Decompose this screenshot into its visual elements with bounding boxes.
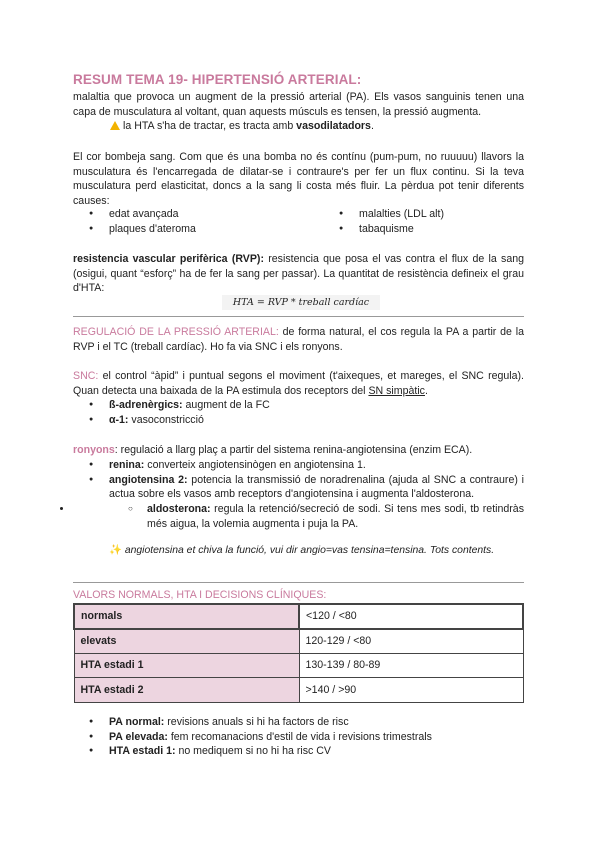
rvp-paragraph: resistencia vascular perifèrica (RVP): resistencia que posa el vas contra el flux de la sang (osigui, quant “esforç” ha de fer la sang per passar). La quantitat de resistència defineix el grau d'HTA: [73,253,524,294]
warning-line: la HTA s'ha de tractar, es tracta amb vasodilatadors. [73,119,524,134]
document-title: RESUM TEMA 19- HIPERTENSIÓ ARTERIAL: [73,72,362,87]
list-item: ● ß-adrenèrgics: augment de la FC [73,398,524,413]
list-item: ● renina: converteix angiotensinògen en angiotensina 1. [73,458,524,473]
list-item: ● α-1: vasoconstricció [73,413,524,428]
table-cell-label: elevats [74,629,299,654]
causes-list [73,207,524,236]
list-item: ○ • aldosterona: regula la retenció/secreció de sodi. Si tens mes sodi, tb retindràs més aigua, la volemia augmenta i puja la PA. [73,502,524,531]
table-cell-value: 120-129 / <80 [299,629,523,654]
regulacio-heading: REGULACIÓ DE LA PRESSIÓ ARTERIAL: [73,326,279,338]
causes-left [73,207,323,236]
rvp-term: resistencia vascular perifèrica (RVP): [73,253,264,265]
table-row [74,653,523,678]
list-item: ● PA elevada: fem recomanacions d'estil de vida i revisions trimestrals [73,730,524,745]
warning-bold: vasodilatadors [296,120,371,132]
ronyons-list [73,458,524,502]
ronyons-paragraph: ronyons: regulació a llarg plaç a partir del sistema renina-angiotensina (enzim ECA). [73,444,473,456]
list-item: ● tabaquisme [323,222,444,237]
list-item: ● angiotensina 2: potencia la transmissió de noradrenalina (ajuda al SNC a contraure) i actua sobre els vasos amb receptors d'angiotensina i augmenta l'aldosterona. [73,473,524,502]
list-item: ● edat avançada [73,207,323,222]
warning-icon [110,121,120,130]
divider [73,582,524,583]
list-item: ● malalties (LDL alt) [323,207,444,222]
list-item: ● HTA estadi 1: no mediquem si no hi ha risc CV [73,744,524,759]
table-row [74,604,523,629]
snc-term: SNC: [73,370,99,382]
list-item: ● PA normal: revisions anuals si hi ha factors de risc [73,715,524,730]
table-cell-value: <120 / <80 [299,604,523,629]
causes-right [323,207,444,236]
table-cell-label: HTA estadi 1 [74,653,299,678]
snc-paragraph: SNC: el control “àpid” i puntual segons el moviment (t'aixeques, et mareges, el SNC regula). Quan detecta una baixada de la PA estimula dos receptors del SN simpàtic. [73,370,524,397]
sn-simpatic-link: SN simpàtic [368,384,425,397]
sparkles-icon: ✨ [109,545,122,556]
aldosterona-list [73,502,524,531]
warning-text: la HTA s'ha de tractar, es tracta amb [123,120,297,132]
table-row [74,678,523,703]
list-item: ● plaques d'ateroma [73,222,323,237]
values-table [73,603,524,703]
decisions-list [73,715,524,759]
intro-paragraph: malaltia que provoca un augment de la pressió arterial (PA). Els vasos sanguinis tenen una capa de musculatura al voltant, quan aquests músculs es tensen, la pressió augmenta. [73,91,524,118]
note-line: ✨ angiotensina et chiva la funció, vui dir angio=vas tensina=tensina. Tots contents. [109,545,495,556]
table-row [74,629,523,654]
valors-heading: VALORS NORMALS, HTA I DECISIONS CLÍNIQUES: [73,589,327,601]
table-cell-label: normals [74,604,299,629]
heart-paragraph: El cor bombeja sang. Com que és una bomba no és contínu (pum-pum, no ruuuuu) llavors la musculatura és l'encarregada de dilatar-se i contraure's per fer un flux continu. Si la teva musculatura perd elasticitat, doncs a la sang li costa més fluir. La pèrdua pot tenir diferents causes: [73,151,524,207]
ronyons-term: ronyons [73,444,115,456]
table-cell-value: >140 / >90 [299,678,523,703]
formula-box: HTA = RVP * treball cardíac [222,295,380,310]
regulacio-paragraph: REGULACIÓ DE LA PRESSIÓ ARTERIAL: de forma natural, el cos regula la PA a partir de la RVP i el TC (treball cardíac). Ho fa via SNC i els ronyons. [73,326,524,353]
table-cell-value: 130-139 / 80-89 [299,653,523,678]
table-cell-label: HTA estadi 2 [74,678,299,703]
snc-receptors-list [73,398,524,427]
divider [73,316,524,317]
